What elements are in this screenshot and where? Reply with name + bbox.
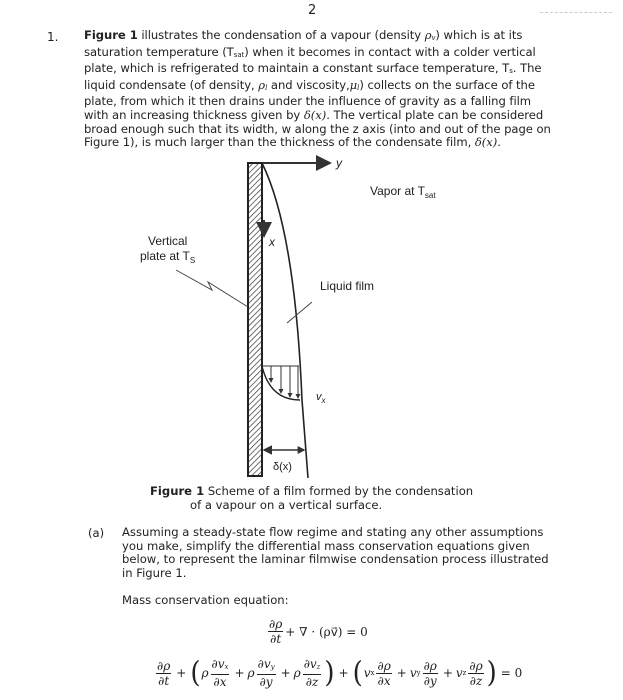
sub: y — [270, 663, 275, 671]
figure-ref: Figure 1 — [84, 28, 138, 42]
numerator: ∂ρ — [423, 658, 437, 673]
symbol: ρ — [424, 28, 432, 42]
numerator: ∂ρ — [377, 658, 391, 673]
plus: + — [280, 666, 291, 680]
text: and viscosity, — [267, 77, 350, 92]
text: ) which is at its saturation temperature (T — [84, 28, 523, 59]
caption-line1: Scheme of a film formed by the condensation — [204, 484, 474, 498]
symbol: ρ — [258, 77, 266, 92]
denominator: ∂y — [259, 675, 273, 689]
x-axis-label: x — [269, 235, 275, 249]
rho: ρ — [247, 666, 255, 680]
denominator: ∂y — [423, 673, 437, 688]
numerator: ∂v — [257, 657, 271, 671]
velocity-arrows — [271, 366, 298, 398]
liquid-film-label: Liquid film — [320, 279, 375, 293]
symbol: δ(x) — [474, 135, 498, 150]
part-a-text: Assuming a steady-state flow regime and stating any other assumptions you make, simplify the differential mass conservation equations given below, to represent the laminar filmwise condensation process illustrated in Figure 1. — [122, 525, 549, 580]
plus: + — [442, 666, 453, 680]
symbol: μ — [349, 77, 358, 92]
sub: x — [224, 663, 229, 671]
numerator: ∂v — [211, 657, 225, 671]
equals-zero: = 0 — [500, 666, 523, 680]
numerator: ∂ρ — [157, 658, 171, 673]
numerator: ∂ρ — [269, 617, 283, 631]
film-surface-curve — [262, 163, 308, 478]
equation-rest: + ∇ · (ρv⃗) = 0 — [285, 624, 368, 639]
rho: ρ — [293, 666, 301, 680]
top-divider — [540, 12, 612, 13]
vx: v — [363, 666, 371, 680]
mass-equation-label: Mass conservation equation: — [122, 593, 289, 607]
caption-line2: of a vapour on a vertical surface. — [190, 498, 383, 512]
text: . — [497, 135, 501, 150]
plate-leader-line — [176, 270, 248, 307]
question-paragraph — [84, 29, 554, 150]
sub: x — [370, 669, 375, 677]
sub: z — [462, 669, 467, 677]
denominator: ∂z — [305, 675, 319, 689]
velocity-label: $v_x$ — [316, 391, 326, 405]
text: ) collects on the surface of the plate, from which it then drains under the influence of gravity as a falling film with an increasing thickness given by — [84, 77, 535, 122]
caption-bold: Figure 1 — [150, 484, 205, 498]
film-leader-line — [287, 302, 312, 323]
mass-conservation-vector-equation — [266, 617, 368, 646]
rho: ρ — [201, 666, 209, 680]
symbol: sat — [233, 50, 245, 59]
symbol: δ(x) — [303, 107, 327, 122]
vapor-label: Vapor at $T_{sat}$ — [370, 184, 436, 200]
text: . The liquid condensate (of density, — [84, 61, 542, 92]
plate-label-line1: Vertical — [148, 234, 188, 248]
numerator: ∂v — [303, 657, 317, 671]
plus: + — [176, 666, 187, 680]
plus: + — [338, 666, 349, 680]
question-number: 1. — [47, 30, 59, 44]
figure-caption — [150, 484, 480, 512]
symbol: s — [509, 67, 513, 76]
text: illustrates the condensation of a vapour (density — [137, 28, 425, 42]
vertical-plate — [248, 163, 262, 476]
part-a-label: (a) — [88, 526, 105, 540]
text: ) when it becomes in contact with a colder vertical plate, which is refrigerated to maintain a constant surface temperature, T — [84, 44, 536, 76]
denominator: ∂t — [270, 632, 282, 646]
y-axis-label: y — [336, 156, 342, 170]
numerator: ∂ρ — [469, 658, 483, 673]
plate-label-line2: plate at $T_S$ — [140, 249, 196, 265]
denominator: ∂x — [377, 673, 391, 688]
symbol: l — [265, 83, 268, 92]
vy: v — [409, 666, 417, 680]
denominator: ∂z — [469, 673, 483, 688]
denominator: ∂t — [158, 673, 170, 688]
thickness-label: δ(x) — [273, 461, 292, 473]
page-number: 2 — [308, 3, 317, 18]
mass-conservation-expanded-equation: $\frac{\partial\rho}{\partial t}$ + ( ρ $\frac{\partial v_x}{\partial x}$ + ρ $\frac{\partial v_y}{\partial y}$ + ρ $\frac{\partial v_z}{\partial z}$ ) + ( v x $\frac{\partial\rho}{\partial x}$ + v y $\frac{\partial\rho}{\partial y}$ + v z $\frac{\partial\rho}{\partial z}$ ) = 0 — [157, 656, 523, 690]
sub: z — [316, 663, 321, 671]
figure-1-diagram — [130, 150, 470, 485]
sub: y — [416, 669, 421, 677]
plus: + — [396, 666, 407, 680]
symbol: l — [357, 83, 360, 92]
denominator: ∂x — [213, 675, 227, 689]
text: . The vertical plate can be considered broad enough such that its width, w along the z axis (into and out of the page on Figure 1), is much larger than the thickness of the condensate film, — [84, 107, 551, 150]
vz: v — [455, 666, 463, 680]
plus: + — [234, 666, 245, 680]
symbol: v — [431, 34, 436, 42]
